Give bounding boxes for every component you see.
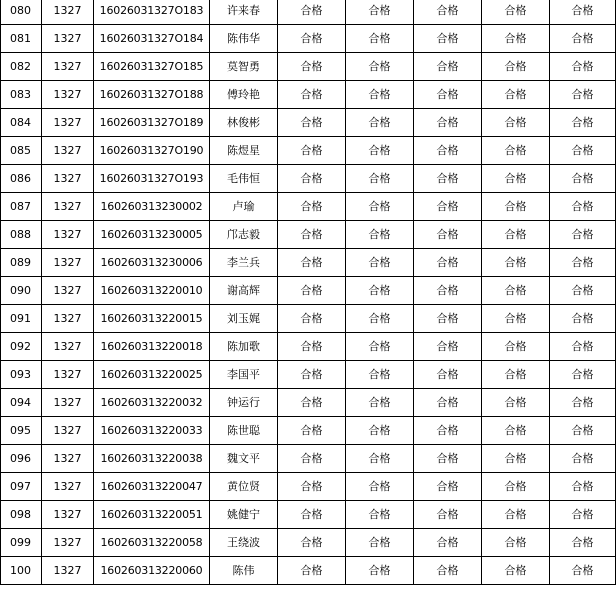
code-cell: 1327 [42,221,94,249]
seq-cell: 080 [1,0,42,25]
result-cell: 合格 [278,249,346,277]
result-cell: 合格 [482,193,550,221]
result-cell: 合格 [482,53,550,81]
result-cell: 合格 [482,165,550,193]
candidate-id-cell: 160260313220060 [94,557,210,585]
result-cell: 合格 [346,333,414,361]
seq-cell: 096 [1,445,42,473]
candidate-id-cell: 16026031327O190 [94,137,210,165]
name-cell: 陈煜星 [210,137,278,165]
result-cell: 合格 [346,81,414,109]
result-cell: 合格 [482,557,550,585]
code-cell: 1327 [42,193,94,221]
code-cell: 1327 [42,445,94,473]
table-row [1,277,616,305]
code-cell: 1327 [42,361,94,389]
table-row [1,389,616,417]
result-cell: 合格 [278,277,346,305]
result-cell: 合格 [550,81,616,109]
name-cell: 陈伟 [210,557,278,585]
result-cell: 合格 [550,249,616,277]
candidate-id-cell: 160260313220047 [94,473,210,501]
result-cell: 合格 [414,333,482,361]
result-cell: 合格 [550,333,616,361]
result-cell: 合格 [550,445,616,473]
result-cell: 合格 [414,389,482,417]
seq-cell: 099 [1,529,42,557]
name-cell: 姚健宁 [210,501,278,529]
name-cell: 邝志毅 [210,221,278,249]
result-cell: 合格 [346,165,414,193]
candidate-id-cell: 160260313220038 [94,445,210,473]
result-cell: 合格 [482,137,550,165]
result-cell: 合格 [550,389,616,417]
result-cell: 合格 [346,417,414,445]
result-cell: 合格 [550,193,616,221]
result-cell: 合格 [550,53,616,81]
result-cell: 合格 [550,473,616,501]
seq-cell: 092 [1,333,42,361]
table-row [1,165,616,193]
result-cell: 合格 [482,473,550,501]
table-row [1,53,616,81]
result-cell: 合格 [278,81,346,109]
result-cell: 合格 [482,277,550,305]
result-cell: 合格 [346,249,414,277]
table-row [1,501,616,529]
code-cell: 1327 [42,501,94,529]
name-cell: 莫智勇 [210,53,278,81]
result-cell: 合格 [414,501,482,529]
name-cell: 卢瑜 [210,193,278,221]
result-cell: 合格 [550,557,616,585]
candidate-id-cell: 160260313220058 [94,529,210,557]
result-cell: 合格 [414,529,482,557]
seq-cell: 091 [1,305,42,333]
result-cell: 合格 [414,277,482,305]
candidate-id-cell: 160260313220033 [94,417,210,445]
table-row [1,473,616,501]
seq-cell: 084 [1,109,42,137]
candidate-id-cell: 160260313230005 [94,221,210,249]
result-cell: 合格 [278,389,346,417]
candidate-id-cell: 16026031327O189 [94,109,210,137]
code-cell: 1327 [42,305,94,333]
code-cell: 1327 [42,557,94,585]
result-cell: 合格 [550,25,616,53]
result-cell: 合格 [346,221,414,249]
result-cell: 合格 [278,25,346,53]
code-cell: 1327 [42,165,94,193]
result-cell: 合格 [278,501,346,529]
seq-cell: 093 [1,361,42,389]
result-cell: 合格 [414,221,482,249]
table-row [1,221,616,249]
table-row [1,361,616,389]
result-cell: 合格 [482,0,550,25]
result-cell: 合格 [550,305,616,333]
result-cell: 合格 [550,417,616,445]
seq-cell: 095 [1,417,42,445]
table-row [1,305,616,333]
result-cell: 合格 [414,249,482,277]
result-cell: 合格 [482,529,550,557]
name-cell: 陈世聪 [210,417,278,445]
result-cell: 合格 [346,557,414,585]
seq-cell: 081 [1,25,42,53]
seq-cell: 094 [1,389,42,417]
result-cell: 合格 [414,81,482,109]
result-cell: 合格 [414,0,482,25]
result-cell: 合格 [482,501,550,529]
seq-cell: 086 [1,165,42,193]
table-row [1,249,616,277]
candidate-id-cell: 160260313220015 [94,305,210,333]
candidate-id-cell: 160260313230002 [94,193,210,221]
candidate-id-cell: 160260313220051 [94,501,210,529]
code-cell: 1327 [42,529,94,557]
result-cell: 合格 [550,109,616,137]
table-row [1,333,616,361]
table-row [1,81,616,109]
result-cell: 合格 [482,417,550,445]
result-cell: 合格 [346,53,414,81]
seq-cell: 088 [1,221,42,249]
result-cell: 合格 [482,249,550,277]
result-cell: 合格 [346,529,414,557]
code-cell: 1327 [42,389,94,417]
result-cell: 合格 [346,277,414,305]
result-cell: 合格 [550,529,616,557]
name-cell: 陈伟华 [210,25,278,53]
seq-cell: 085 [1,137,42,165]
result-cell: 合格 [346,473,414,501]
code-cell: 1327 [42,109,94,137]
result-cell: 合格 [550,221,616,249]
name-cell: 林俊彬 [210,109,278,137]
table-row [1,445,616,473]
result-cell: 合格 [278,0,346,25]
seq-cell: 082 [1,53,42,81]
result-cell: 合格 [414,137,482,165]
result-cell: 合格 [482,445,550,473]
result-cell: 合格 [550,137,616,165]
name-cell: 钟运行 [210,389,278,417]
result-cell: 合格 [278,221,346,249]
name-cell: 傅玲艳 [210,81,278,109]
name-cell: 魏文平 [210,445,278,473]
result-cell: 合格 [346,445,414,473]
code-cell: 1327 [42,333,94,361]
code-cell: 1327 [42,137,94,165]
result-cell: 合格 [414,417,482,445]
result-cell: 合格 [278,361,346,389]
result-cell: 合格 [278,137,346,165]
code-cell: 1327 [42,277,94,305]
result-cell: 合格 [482,221,550,249]
candidate-id-cell: 16026031327O188 [94,81,210,109]
result-cell: 合格 [346,501,414,529]
result-cell: 合格 [482,389,550,417]
result-cell: 合格 [550,165,616,193]
result-cell: 合格 [414,473,482,501]
candidate-id-cell: 16026031327O185 [94,53,210,81]
code-cell: 1327 [42,417,94,445]
result-cell: 合格 [414,361,482,389]
candidate-id-cell: 16026031327O183 [94,0,210,25]
result-cell: 合格 [482,81,550,109]
name-cell: 毛伟恒 [210,165,278,193]
result-cell: 合格 [278,417,346,445]
name-cell: 陈加歌 [210,333,278,361]
result-cell: 合格 [278,53,346,81]
result-cell: 合格 [346,361,414,389]
result-cell: 合格 [278,445,346,473]
result-cell: 合格 [346,109,414,137]
seq-cell: 089 [1,249,42,277]
result-cell: 合格 [414,445,482,473]
result-cell: 合格 [482,333,550,361]
result-cell: 合格 [550,361,616,389]
name-cell: 许来春 [210,0,278,25]
result-cell: 合格 [346,193,414,221]
result-cell: 合格 [278,305,346,333]
result-cell: 合格 [482,361,550,389]
table-row [1,109,616,137]
name-cell: 李兰兵 [210,249,278,277]
seq-cell: 097 [1,473,42,501]
candidate-id-cell: 16026031327O193 [94,165,210,193]
table-row [1,0,616,25]
result-cell: 合格 [346,305,414,333]
result-cell: 合格 [346,137,414,165]
table-row [1,557,616,585]
table-row [1,193,616,221]
result-cell: 合格 [278,333,346,361]
table-row [1,137,616,165]
table-row [1,529,616,557]
candidate-id-cell: 160260313220025 [94,361,210,389]
seq-cell: 083 [1,81,42,109]
candidate-id-cell: 160260313220010 [94,277,210,305]
result-cell: 合格 [482,305,550,333]
table-row [1,25,616,53]
result-cell: 合格 [346,389,414,417]
code-cell: 1327 [42,0,94,25]
result-cell: 合格 [346,25,414,53]
name-cell: 王绕波 [210,529,278,557]
result-cell: 合格 [550,501,616,529]
name-cell: 刘玉娓 [210,305,278,333]
result-cell: 合格 [482,25,550,53]
result-cell: 合格 [414,305,482,333]
result-cell: 合格 [278,473,346,501]
candidate-id-cell: 160260313230006 [94,249,210,277]
result-cell: 合格 [414,557,482,585]
candidate-id-cell: 160260313220032 [94,389,210,417]
result-cell: 合格 [278,193,346,221]
code-cell: 1327 [42,81,94,109]
result-cell: 合格 [414,53,482,81]
name-cell: 谢高辉 [210,277,278,305]
seq-cell: 087 [1,193,42,221]
result-cell: 合格 [278,557,346,585]
code-cell: 1327 [42,249,94,277]
seq-cell: 100 [1,557,42,585]
candidate-id-cell: 160260313220018 [94,333,210,361]
name-cell: 李国平 [210,361,278,389]
code-cell: 1327 [42,473,94,501]
name-cell: 黄位贤 [210,473,278,501]
result-cell: 合格 [414,109,482,137]
code-cell: 1327 [42,53,94,81]
result-cell: 合格 [414,165,482,193]
result-cell: 合格 [550,277,616,305]
result-cell: 合格 [482,109,550,137]
candidate-id-cell: 16026031327O184 [94,25,210,53]
table-body [1,0,616,585]
result-cell: 合格 [278,529,346,557]
result-cell: 合格 [414,25,482,53]
seq-cell: 098 [1,501,42,529]
result-cell: 合格 [346,0,414,25]
result-cell: 合格 [278,109,346,137]
result-cell: 合格 [414,193,482,221]
table-row [1,417,616,445]
code-cell: 1327 [42,25,94,53]
result-cell: 合格 [278,165,346,193]
seq-cell: 090 [1,277,42,305]
result-cell: 合格 [550,0,616,25]
